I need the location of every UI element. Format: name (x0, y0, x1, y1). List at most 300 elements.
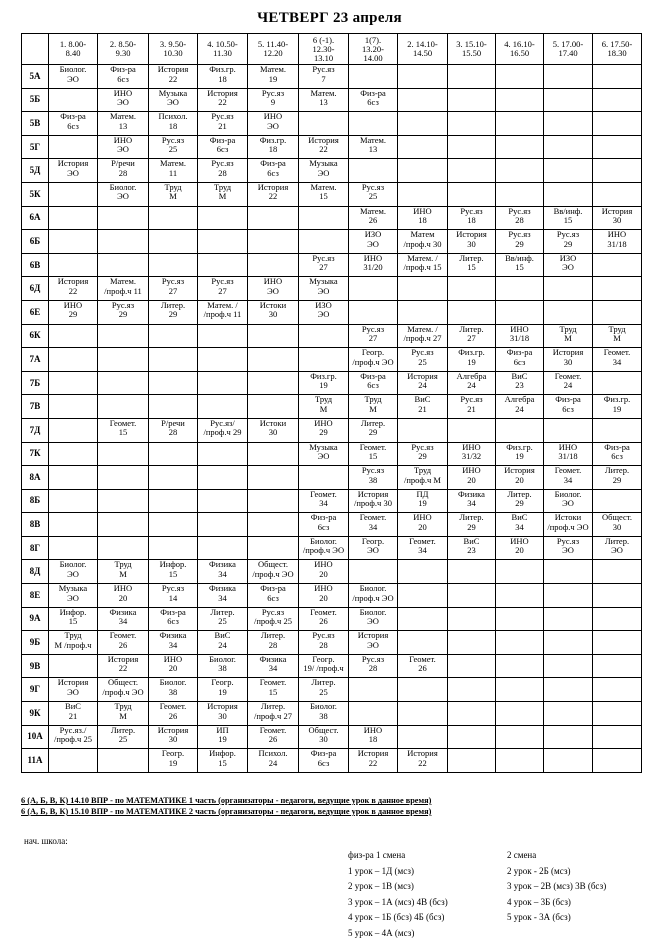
lesson-cell (98, 466, 149, 490)
subject-name: История (257, 182, 289, 192)
lesson-cell (198, 112, 248, 136)
period-header: 2. 14.10- 14.50 (398, 34, 448, 65)
room-number: 34 (467, 498, 476, 509)
lesson-cell (349, 442, 398, 466)
lesson-cell (149, 654, 198, 678)
lesson-cell (198, 560, 248, 584)
room-number: 18 (268, 144, 278, 155)
lesson-cell (299, 182, 349, 206)
lesson-cell (248, 348, 299, 372)
lesson-cell (248, 418, 299, 442)
lesson-cell (248, 536, 299, 560)
subject-name: Матем. (359, 206, 387, 216)
subject-name: История (57, 158, 89, 169)
subject-name: Геомет. (259, 677, 287, 688)
lesson-cell (496, 230, 544, 254)
subject-name: Инфор. (59, 607, 87, 617)
lesson-cell (593, 159, 642, 183)
room-number: 25 (218, 616, 227, 627)
subject-name: Литер. (459, 512, 484, 523)
lesson-cell (149, 442, 198, 466)
subject-name: История (357, 489, 389, 499)
room-number: 6сз (513, 356, 526, 367)
room-number: 28 (268, 639, 278, 650)
room-number: 29 (467, 521, 476, 532)
subject-name: Физ-ра (260, 158, 286, 169)
room-number: 25 (319, 686, 328, 697)
lesson-cell (398, 607, 448, 631)
lesson-cell (448, 513, 496, 537)
class-row (22, 88, 642, 112)
room-number: 20 (515, 545, 524, 556)
room-number: /проф.ч ЭО (102, 686, 144, 697)
lesson-cell (593, 749, 642, 773)
lesson-cell (98, 277, 149, 301)
lesson-cell (149, 112, 198, 136)
lesson-cell (98, 348, 149, 372)
subject-name: Истоки (259, 300, 287, 310)
lesson-cell (496, 395, 544, 419)
subject-name: Физ.гр. (209, 64, 236, 74)
room-number: 20 (515, 474, 524, 485)
room-number: 27 (368, 333, 378, 344)
room-number: 18 (218, 73, 227, 84)
subject-name: Литер. (459, 324, 484, 334)
subject-name: История (407, 748, 438, 759)
lesson-cell (448, 324, 496, 348)
lesson-cell (496, 135, 544, 159)
lesson-cell (593, 631, 642, 655)
lesson-cell (448, 584, 496, 608)
lesson-cell (149, 182, 198, 206)
lesson-cell (49, 135, 98, 159)
lesson-cell (593, 300, 642, 324)
room-number: 19 (467, 356, 476, 367)
room-number: 26 (319, 616, 328, 627)
class-row (22, 300, 642, 324)
room-number: 15 (168, 568, 178, 579)
period-header: 6. 17.50- 18.30 (593, 34, 642, 65)
room-number: 19 (168, 757, 178, 768)
room-number: 28 (218, 167, 227, 178)
lesson-cell (299, 230, 349, 254)
lesson-cell (49, 348, 98, 372)
subject-name: ИНО (363, 725, 383, 735)
schedule-table (21, 33, 642, 773)
lesson-cell (496, 631, 544, 655)
room-number: 27 (467, 333, 476, 344)
room-number: 6сз (367, 380, 379, 391)
period-header: 4. 16.10- 16.50 (496, 34, 544, 65)
room-number: 31/32 (461, 451, 482, 461)
pe-shift-1 (348, 848, 448, 941)
room-number: 6сз (167, 616, 179, 627)
lesson-cell (544, 182, 593, 206)
lesson-cell (349, 206, 398, 230)
lesson-cell (398, 678, 448, 702)
lesson-cell (248, 324, 299, 348)
lesson-cell (149, 584, 198, 608)
shift1-line: 4 урок – 1Б (бсз) 4Б (бсз) (348, 912, 445, 922)
subject-name: Музыка (309, 442, 338, 452)
subject-name: Биолог. (209, 654, 236, 664)
lesson-cell (496, 65, 544, 89)
lesson-cell (49, 300, 98, 324)
subject-name: Труд (413, 465, 432, 476)
lesson-cell (248, 230, 299, 254)
room-number: 28 (515, 215, 524, 226)
subject-name: ИП (216, 725, 229, 735)
lesson-cell (248, 277, 299, 301)
subject-name: Геомет. (554, 371, 582, 381)
lesson-cell (248, 300, 299, 324)
lesson-cell (398, 536, 448, 560)
class-label: 7К (22, 442, 49, 466)
subject-name: Музыка (158, 88, 188, 98)
subject-name: Биолог. (310, 536, 337, 546)
room-number: 11 (168, 167, 178, 178)
lesson-cell (448, 466, 496, 490)
class-label: 8Г (22, 536, 49, 560)
subject-name: Рус.яз (211, 276, 234, 287)
room-number: ЭО (317, 309, 330, 320)
lesson-cell (49, 654, 98, 678)
subject-name: Матем. (259, 64, 287, 74)
room-number: 13 (319, 97, 328, 108)
room-number: 26 (368, 215, 378, 226)
lesson-cell (593, 442, 642, 466)
room-number: 15 (467, 262, 476, 273)
lesson-cell (398, 418, 448, 442)
period-header: 3. 15.10- 15.50 (448, 34, 496, 65)
subject-name: История (308, 135, 339, 145)
lesson-cell (448, 536, 496, 560)
class-label: 5А (22, 65, 49, 89)
subject-name: Рус.яз (211, 158, 234, 169)
room-number: 31/18 (607, 238, 627, 249)
subject-name: История (207, 88, 238, 98)
lesson-cell (149, 489, 198, 513)
room-number: 20 (319, 592, 328, 603)
lesson-cell (299, 135, 349, 159)
subject-name: Геогр. (312, 654, 335, 664)
room-number: ЭО (67, 73, 79, 84)
room-number: 9 (270, 97, 276, 108)
subject-name: Труд (213, 182, 232, 192)
room-number: 19 (612, 403, 622, 414)
lesson-cell (448, 725, 496, 749)
lesson-cell (448, 371, 496, 395)
subject-name: История (601, 206, 633, 216)
lesson-cell (198, 749, 248, 773)
header-row (22, 34, 642, 65)
room-number: 25 (118, 734, 128, 745)
room-number: 29 (319, 427, 328, 438)
room-number: 30 (218, 710, 227, 721)
lesson-cell (149, 65, 198, 89)
lesson-cell (349, 560, 398, 584)
subject-name: История (357, 630, 389, 641)
room-number: 26 (268, 734, 278, 745)
class-label: 5Б (22, 88, 49, 112)
class-row (22, 230, 642, 254)
room-number: М (119, 710, 127, 721)
subject-name: Биолог. (310, 701, 337, 712)
lesson-cell (98, 654, 149, 678)
room-number: 34 (218, 568, 227, 579)
class-label: 5Д (22, 159, 49, 183)
room-number: 22 (319, 144, 328, 155)
subject-name: Рус.яз (312, 64, 335, 74)
lesson-cell (198, 135, 248, 159)
class-row (22, 466, 642, 490)
room-number: 18 (168, 120, 178, 131)
subject-name: Рус.яз/ (210, 418, 235, 428)
lesson-cell (349, 253, 398, 277)
lesson-cell (496, 560, 544, 584)
lesson-cell (198, 348, 248, 372)
room-number: 20 (118, 592, 128, 603)
room-number: 26 (168, 710, 178, 721)
class-label: 9Г (22, 678, 49, 702)
shift1-title: физ-ра 1 смена (348, 850, 406, 860)
subject-name: Рус.яз (111, 300, 135, 310)
lesson-cell (299, 725, 349, 749)
room-number: 25 (168, 144, 178, 155)
subject-name: Матем. / (407, 324, 438, 334)
subject-name: Матем. (310, 182, 337, 192)
lesson-cell (149, 230, 198, 254)
room-number: ЭО (562, 498, 574, 509)
subject-name: Физ-ра (310, 512, 337, 523)
subject-name: Вв/инф. (553, 206, 583, 216)
lesson-cell (299, 112, 349, 136)
lesson-cell (98, 584, 149, 608)
subject-name: Рус.яз (161, 583, 185, 594)
room-number: ЭО (267, 120, 279, 131)
room-number: 34 (319, 498, 328, 509)
lesson-cell (149, 300, 198, 324)
subject-name: ИНО (314, 559, 333, 570)
lesson-cell (544, 489, 593, 513)
room-number: 22 (368, 757, 378, 768)
subject-name: ВиС (511, 371, 528, 381)
lesson-cell (248, 466, 299, 490)
class-label: 7В (22, 395, 49, 419)
class-row (22, 65, 642, 89)
lesson-cell (49, 395, 98, 419)
lesson-cell (198, 230, 248, 254)
subject-name: Геомет. (359, 442, 387, 452)
lesson-cell (496, 466, 544, 490)
lesson-cell (496, 300, 544, 324)
lesson-cell (198, 253, 248, 277)
room-number: 22 (168, 73, 178, 84)
lesson-cell (248, 725, 299, 749)
lesson-cell (248, 631, 299, 655)
class-label: 10А (22, 725, 49, 749)
vpr-note-1: 6 (А, Б, В, К) 14.10 ВПР - по МАТЕМАТИКЕ 1 часть (организаторы - педагоги, ведущие урок в данное время) (21, 796, 432, 805)
shift2-line: 2 урок - 2Б (мсз) (507, 865, 571, 876)
subject-name: Матем. / (407, 253, 438, 263)
subject-name: ИНО (263, 276, 283, 287)
lesson-cell (496, 607, 544, 631)
subject-name: Биолог. (59, 559, 87, 570)
lesson-cell (149, 395, 198, 419)
class-label: 8Е (22, 584, 49, 608)
lesson-cell (398, 702, 448, 726)
subject-name: ИНО (510, 324, 529, 334)
room-number: 34 (563, 474, 573, 485)
subject-name: Музыка (309, 276, 338, 287)
room-number: /проф.ч ЭО (352, 356, 394, 367)
room-number: М (218, 191, 227, 202)
subject-name: Геогр. (361, 347, 385, 358)
lesson-cell (349, 88, 398, 112)
room-number: 22 (118, 663, 128, 674)
lesson-cell (496, 725, 544, 749)
subject-name: Матем. (310, 88, 337, 98)
lesson-cell (198, 607, 248, 631)
shift1-line: 1 урок – 1Д (мсз) (348, 865, 414, 876)
room-number: 19 (218, 734, 227, 745)
room-number: 6сз (216, 144, 229, 155)
room-number: 6сз (267, 167, 279, 178)
room-number: 29 (515, 498, 524, 509)
class-label: 8А (22, 466, 49, 490)
subject-name: Матем. / (207, 300, 238, 310)
lesson-cell (448, 182, 496, 206)
lesson-cell (496, 348, 544, 372)
lesson-cell (299, 65, 349, 89)
lesson-cell (593, 230, 642, 254)
lesson-cell (299, 159, 349, 183)
lesson-cell (299, 88, 349, 112)
subject-name: Геомет. (109, 418, 137, 428)
lesson-cell (544, 253, 593, 277)
lesson-cell (544, 749, 593, 773)
subject-name: Музыка (309, 158, 338, 169)
subject-name: ВиС (214, 630, 231, 641)
room-number: 22 (418, 757, 427, 768)
subject-name: Биолог. (109, 182, 137, 192)
room-number: 31/18 (509, 333, 530, 344)
subject-name: Рус.яз (508, 229, 531, 240)
room-number: 24 (563, 380, 573, 391)
lesson-cell (544, 702, 593, 726)
lesson-cell (544, 631, 593, 655)
room-number: 30 (268, 309, 278, 320)
lesson-cell (593, 607, 642, 631)
lesson-cell (98, 513, 149, 537)
room-number: 19 (218, 686, 227, 697)
lesson-cell (496, 584, 544, 608)
class-label: 7А (22, 348, 49, 372)
room-number: ЭО (367, 238, 379, 249)
subject-name: Рус.яз (556, 229, 580, 240)
room-number: 23 (467, 545, 476, 556)
subject-name: ИНО (263, 111, 283, 122)
lesson-cell (149, 702, 198, 726)
room-number: ЭО (317, 285, 330, 296)
lesson-cell (349, 725, 398, 749)
subject-name: Рус.яз (312, 253, 335, 263)
class-row (22, 513, 642, 537)
subject-name: Геогр. (361, 536, 385, 546)
class-label: 9А (22, 607, 49, 631)
class-label: 9К (22, 702, 49, 726)
subject-name: Общест. (308, 725, 339, 735)
lesson-cell (198, 513, 248, 537)
lesson-cell (149, 135, 198, 159)
room-number: 19 (319, 380, 328, 391)
lesson-cell (149, 277, 198, 301)
lesson-cell (49, 230, 98, 254)
lesson-cell (544, 513, 593, 537)
lesson-cell (49, 159, 98, 183)
class-row (22, 206, 642, 230)
room-number: 15 (268, 686, 278, 697)
lesson-cell (349, 607, 398, 631)
class-row (22, 584, 642, 608)
room-number: 13 (118, 120, 128, 131)
class-label: 8Д (22, 560, 49, 584)
lesson-cell (448, 560, 496, 584)
lesson-cell (448, 418, 496, 442)
lesson-cell (149, 560, 198, 584)
lesson-cell (448, 135, 496, 159)
room-number: 30 (319, 734, 328, 745)
subject-name: Рус.яз (211, 111, 234, 122)
period-header: 3. 9.50- 10.30 (149, 34, 198, 65)
lesson-cell (544, 230, 593, 254)
room-number: 29 (515, 238, 524, 249)
subject-name: Рус.яз (361, 465, 385, 476)
subject-name: Биолог. (359, 607, 387, 617)
lesson-cell (593, 560, 642, 584)
lesson-cell (448, 253, 496, 277)
room-number: /проф.ч ЭО (547, 521, 589, 532)
subject-name: Биолог. (159, 677, 187, 688)
subject-name: ИНО (314, 418, 333, 428)
lesson-cell (593, 253, 642, 277)
header-corner (22, 34, 49, 65)
lesson-cell (198, 418, 248, 442)
room-number: 29 (612, 474, 622, 485)
lesson-cell (98, 442, 149, 466)
room-number: 30 (563, 356, 573, 367)
class-row (22, 348, 642, 372)
lesson-cell (349, 65, 398, 89)
room-number: 25 (368, 191, 378, 202)
room-number: 21 (418, 403, 427, 414)
lesson-cell (544, 112, 593, 136)
lesson-cell (349, 395, 398, 419)
subject-name: Труд (314, 394, 333, 405)
subject-name: История (57, 276, 89, 287)
room-number: 6сз (611, 451, 623, 461)
lesson-cell (593, 182, 642, 206)
subject-name: Матем. (109, 276, 137, 287)
room-number: 19 (515, 451, 524, 461)
room-number: 15 (218, 757, 227, 768)
subject-name: Физ-ра (604, 442, 630, 452)
room-number: 6сз (562, 403, 574, 414)
lesson-cell (349, 749, 398, 773)
lesson-cell (398, 348, 448, 372)
class-label: 6А (22, 206, 49, 230)
subject-name: ИЗО (315, 300, 332, 310)
